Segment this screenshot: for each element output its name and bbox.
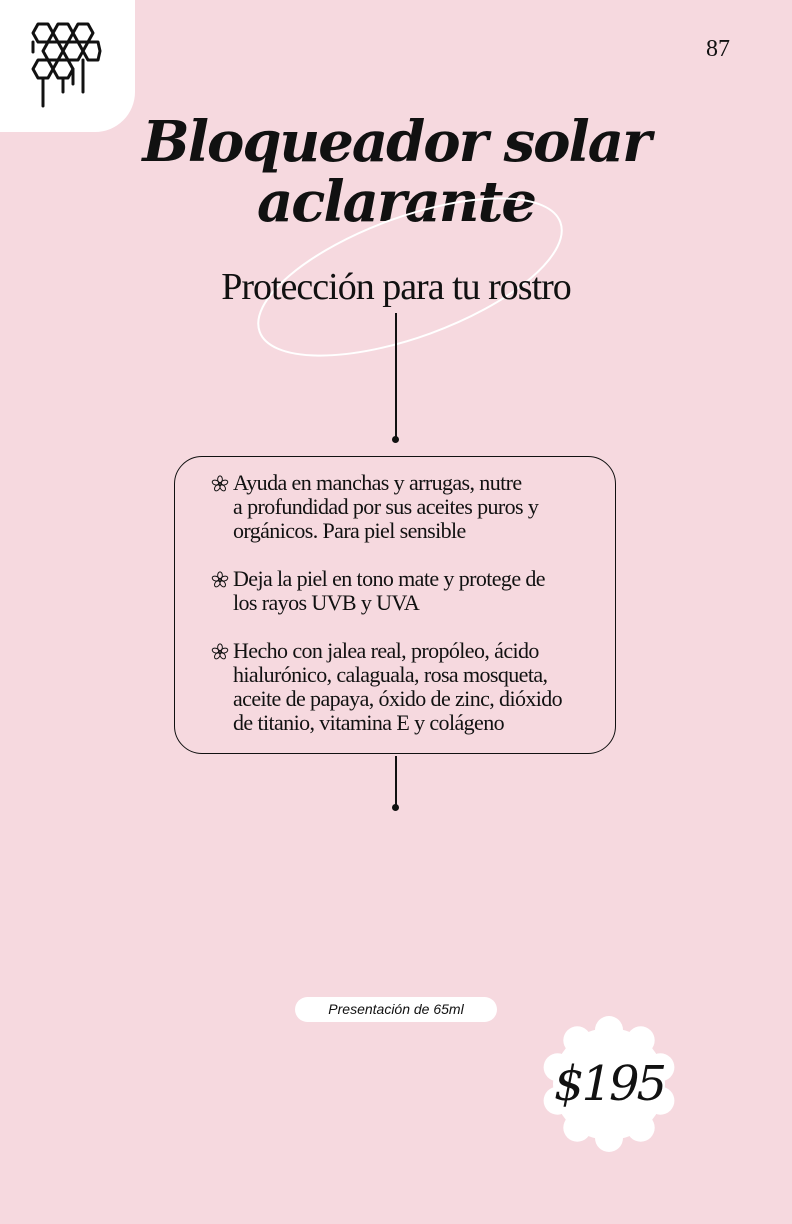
benefit-item (211, 471, 595, 543)
benefits-box (174, 456, 616, 754)
benefit-line: a profundidad por sus aceites puros y (233, 494, 539, 519)
connector-dot-bottom (392, 804, 399, 811)
benefit-line: Ayuda en manchas y arrugas, nutre (233, 470, 522, 495)
benefit-line: los rayos UVB y UVA (233, 590, 420, 615)
connector-line-top (395, 313, 397, 439)
benefit-line: orgánicos. Para piel sensible (233, 518, 466, 543)
product-title-line1: Bloqueador solar (142, 109, 650, 175)
page-number: 87 (706, 36, 730, 62)
benefit-line: Deja la piel en tono mate y protege de (233, 566, 545, 591)
product-title-line2: aclarante (257, 169, 535, 235)
benefit-line: aceite de papaya, óxido de zinc, dióxido (233, 686, 563, 711)
flower-icon (211, 643, 229, 661)
connector-dot-top (392, 436, 399, 443)
benefit-line: hialurónico, calaguala, rosa mosqueta, (233, 662, 548, 687)
benefit-line: Hecho con jalea real, propóleo, ácido (233, 638, 539, 663)
connector-line-bottom (395, 756, 397, 806)
honeycomb-drip-icon (28, 22, 102, 112)
flower-icon (211, 571, 229, 589)
presentation-label: Presentación de 65ml (295, 997, 497, 1022)
price: $195 (553, 1056, 665, 1112)
product-subtitle: Protección para tu rostro (221, 266, 571, 308)
benefit-item (211, 567, 595, 615)
benefit-item (211, 639, 595, 735)
flower-icon (211, 475, 229, 493)
benefit-line: de titanio, vitamina E y colágeno (233, 710, 505, 735)
